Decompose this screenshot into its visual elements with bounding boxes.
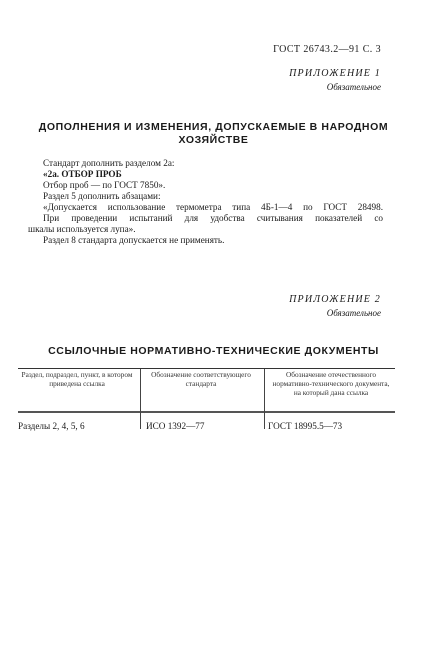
page-header: ГОСТ 26743.2—91 С. 3 (273, 44, 381, 55)
table-header-cell: Обозначение отечественного нормативно-технического документа, на который дана ссылка (272, 370, 390, 397)
appendix-1-heading-line-2: ХОЗЯЙСТВЕ (178, 134, 249, 146)
appendix-2-subtitle: Обязательное (326, 308, 381, 318)
body-line: «2а. ОТБОР ПРОБ (43, 169, 122, 179)
body-line: Стандарт дополнить разделом 2а: (43, 158, 175, 168)
body-line: Отбор проб — по ГОСТ 7850». (43, 180, 166, 190)
table-cell: Разделы 2, 4, 5, 6 (18, 421, 85, 431)
appendix-1-title: ПРИЛОЖЕНИЕ 1 (289, 68, 381, 79)
table-header-cell: Обозначение соответствующего стандарта (151, 370, 251, 388)
table-header (18, 368, 395, 413)
body-line: Раздел 8 стандарта допускается не применять. (43, 235, 225, 245)
body-line: При проведении испытаний для удобства считывания показателей со (43, 213, 383, 223)
appendix-2-title: ПРИЛОЖЕНИЕ 2 (289, 294, 381, 305)
table-row (18, 413, 395, 431)
appendix-1-subtitle: Обязательное (326, 82, 381, 92)
appendix-1-heading-line-1: ДОПОЛНЕНИЯ И ИЗМЕНЕНИЯ, ДОПУСКАЕМЫЕ В НАРОДНОМ (38, 121, 389, 133)
table-cell: ГОСТ 18995.5—73 (268, 421, 343, 431)
body-line: Раздел 5 дополнить абзацами: (43, 191, 161, 201)
body-line: шкалы используется лупа». (28, 224, 136, 234)
body-line: «Допускается использование термометра типа 4Б-1—4 по ГОСТ 28498. (43, 202, 383, 212)
appendix-2-heading: ССЫЛОЧНЫЕ НОРМАТИВНО-ТЕХНИЧЕСКИЕ ДОКУМЕНТЫ (48, 345, 379, 357)
table-header-cell: Раздел, подраздел, пункт, в котором приведена ссылка (21, 370, 133, 388)
table-cell: ИСО 1392—77 (146, 421, 205, 431)
reference-table (18, 368, 395, 431)
